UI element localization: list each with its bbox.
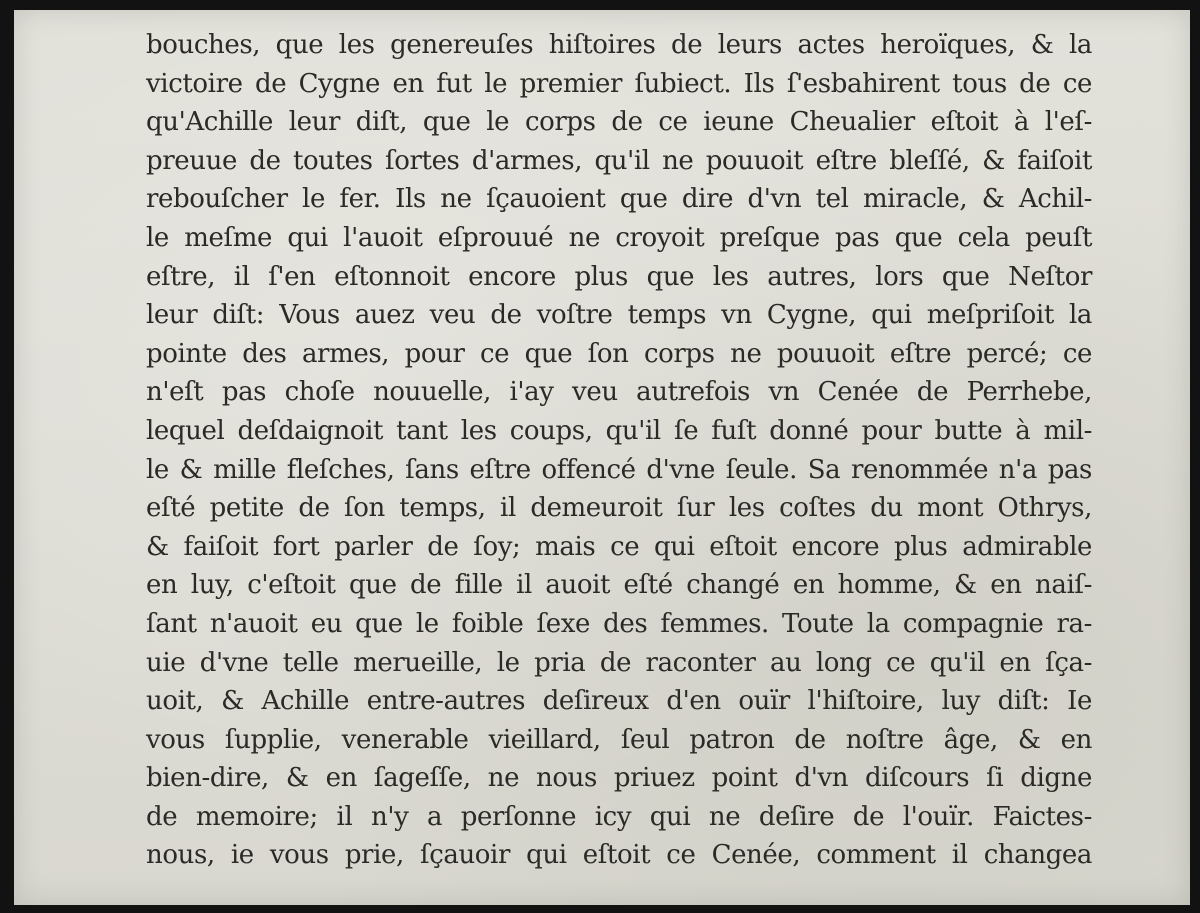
text-line: preuue de toutes ſortes d'armes, qu'il ne pouuoit eſtre bleſſé, & faiſoit [146,145,1092,176]
text-line: nous, ie vous prie, ſçauoir qui eſtoit ce Cenée, comment il changea [146,840,1092,871]
text-line: eſtre, il ſ'en eſtonnoit encore plus que les autres, lors que Neſtor [146,261,1092,292]
text-line: le & mille fleſches, ſans eſtre offencé d'vne ſeule. Sa renommée n'a pas [146,454,1092,485]
text-line: uoit, & Achille entre-autres deſireux d'en ouïr l'hiſtoire, luy diſt: Ie [146,686,1092,717]
text-line: & faiſoit fort parler de ſoy; mais ce qui eſtoit encore plus admirable [146,531,1092,562]
printed-page [14,10,1190,905]
text-line: ſant n'auoit eu que le foible ſexe des femmes. Toute la compagnie ra- [146,608,1092,639]
text-line: n'eſt pas choſe nouuelle, i'ay veu autrefois vn Cenée de Perrhebe, [146,377,1092,408]
text-line: bien-dire, & en ſageſſe, ne nous priuez point d'vn diſcours ſi digne [146,763,1092,794]
text-line: uie d'vne telle merueille, le pria de raconter au long ce qu'il en ſça- [146,647,1092,678]
text-line: vous ſupplie, venerable vieillard, ſeul patron de noſtre âge, & en [146,724,1092,755]
text-line: bouches, que les genereuſes hiſtoires de leurs actes heroïques, & la [146,30,1092,60]
text-line: victoire de Cygne en fut le premier ſubiect. Ils ſ'esbahirent tous de ce [146,68,1092,99]
text-line: pointe des armes, pour ce que ſon corps ne pouuoit eſtre percé; ce [146,338,1092,369]
text-line: rebouſcher le fer. Ils ne ſçauoient que dire d'vn tel miracle, & Achil- [146,184,1092,215]
text-block [146,26,1092,875]
text-line: eſté petite de ſon temps, il demeuroit ſur les coſtes du mont Othrys, [146,493,1092,524]
text-line: lequel deſdaignoit tant les coups, qu'il ſe fuſt donné pour butte à mil- [146,415,1092,446]
text-line: en luy, c'eſtoit que de fille il auoit eſté changé en homme, & en naiſ- [146,570,1092,601]
text-line: de memoire; il n'y a perſonne icy qui ne deſire de l'ouïr. Faictes- [146,801,1092,832]
text-line: leur diſt: Vous auez veu de voſtre temps vn Cygne, qui meſpriſoit la [146,300,1092,331]
text-line: qu'Achille leur diſt, que le corps de ce ieune Cheualier eſtoit à l'eſ- [146,107,1092,138]
text-line: le meſme qui l'auoit eſprouué ne croyoit preſque pas que cela peuſt [146,222,1092,253]
